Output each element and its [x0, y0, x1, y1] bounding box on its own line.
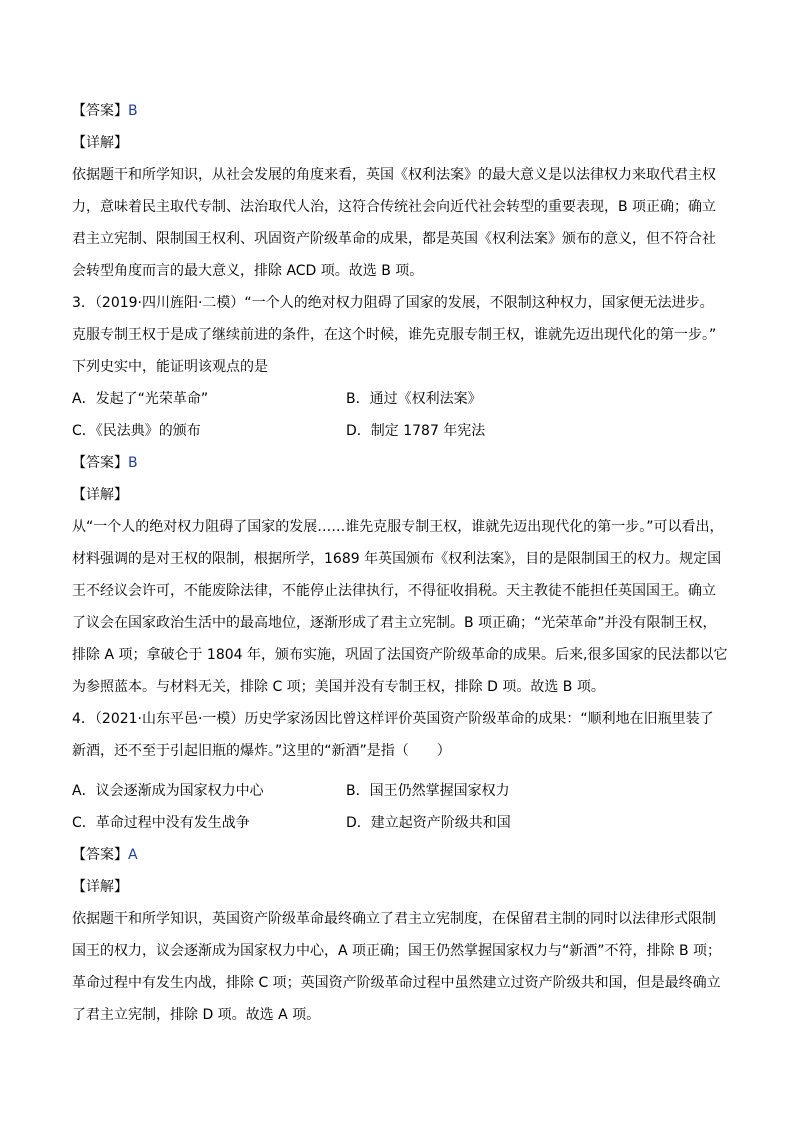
detail-line: 从“一个人的绝对权力阻碍了国家的发展……谁先克服专制王权，谁就先迈出现代化的第一步。”可以看出，	[72, 519, 724, 535]
detail-line: 了君主立宪制，排除 D 项。故选 A 项。	[72, 1007, 321, 1023]
answer-label: 【答案】	[72, 103, 128, 119]
detail-label: 【详解】	[72, 487, 128, 503]
detail-line: 排除 A 项；拿破仑于 1804 年，颁布实施，巩固了法国资产阶级革命的成果。后来,很多国家的民法都以它	[72, 647, 728, 663]
detail-line: 依据题干和所学知识，从社会发展的角度来看，英国《权利法案》的最大意义是以法律权力来取代君主权	[72, 167, 716, 183]
question-stem-line: 4．（2021·山东平邑·一模）历史学家汤因比曾这样评价英国资产阶级革命的成果：“顺利地在旧瓶里装了	[72, 711, 714, 727]
detail-line: 会转型角度而言的最大意义，排除 ACD 项。故选 B 项。	[72, 263, 424, 279]
detail-line: 力，意味着民主取代专制、法治取代人治，这符合传统社会向近代社会转型的重要表现，B 项正确；确立	[72, 199, 717, 215]
question-stem-line: 3．（2019·四川旌阳·二模）“一个人的绝对权力阻碍了国家的发展，不限制这种权力，国家便无法进步。	[72, 295, 714, 311]
option-b: B．国王仍然掌握国家权力	[346, 783, 510, 799]
option-c: C．《民法典》的颁布	[72, 423, 201, 439]
answer-value: B	[128, 455, 138, 471]
answer-value: B	[128, 103, 138, 119]
answer-label: 【答案】	[72, 455, 128, 471]
option-d: D．建立起资产阶级共和国	[346, 815, 511, 831]
detail-line: 国王的权力，议会逐渐成为国家权力中心，A 项正确；国王仍然掌握国家权力与“新酒”不符，排除 B 项；	[72, 943, 722, 959]
detail-line: 了议会在国家政治生活中的最高地位，逐渐形成了君主立宪制。B 项正确；“光荣革命”并没有限制王权，	[72, 615, 717, 631]
option-c: C．革命过程中没有发生战争	[72, 815, 250, 831]
option-b: B．通过《权利法案》	[346, 391, 482, 407]
detail-line: 为参照蓝本。与材料无关，排除 C 项；美国并没有专制王权，排除 D 项。故选 B 项。	[72, 679, 605, 695]
detail-line: 王不经议会许可，不能废除法律，不能停止法律执行，不得征收捐税。天主教徒不能担任英国国王。确立	[72, 583, 716, 599]
detail-line: 依据题干和所学知识，英国资产阶级革命最终确立了君主立宪制度，在保留君主制的同时以法律形式限制	[72, 911, 716, 927]
option-a: A．发起了“光荣革命”	[72, 391, 209, 407]
option-a: A．议会逐渐成为国家权力中心	[72, 783, 264, 799]
answer-row	[72, 845, 722, 865]
question-stem-line: 下列史实中，能证明该观点的是	[72, 359, 268, 375]
question-stem-line: 新酒，还不至于引起旧瓶的爆炸。”这里的“新酒”是指（ ）	[72, 743, 451, 759]
answer-row	[72, 101, 722, 121]
option-d: D．制定 1787 年宪法	[346, 423, 486, 439]
detail-line: 革命过程中有发生内战，排除 C 项；英国资产阶级革命过程中虽然建立过资产阶级共和国，但是最终确立	[72, 975, 721, 991]
detail-line: 材料强调的是对王权的限制，根据所学，1689 年英国颁布《权利法案》，目的是限制国王的权力。规定国	[72, 551, 722, 567]
detail-line: 君主立宪制、限制国王权利、巩固资产阶级革命的成果，都是英国《权利法案》颁布的意义，但不符合社	[72, 231, 716, 247]
answer-row	[72, 453, 722, 473]
answer-value: A	[128, 847, 138, 863]
question-stem-line: 克服专制王权于是成了继续前进的条件，在这个时候，谁先克服专制王权，谁就先迈出现代化的第一步。”	[72, 327, 717, 343]
answer-label: 【答案】	[72, 847, 128, 863]
detail-label: 【详解】	[72, 879, 128, 895]
detail-label: 【详解】	[72, 135, 128, 151]
